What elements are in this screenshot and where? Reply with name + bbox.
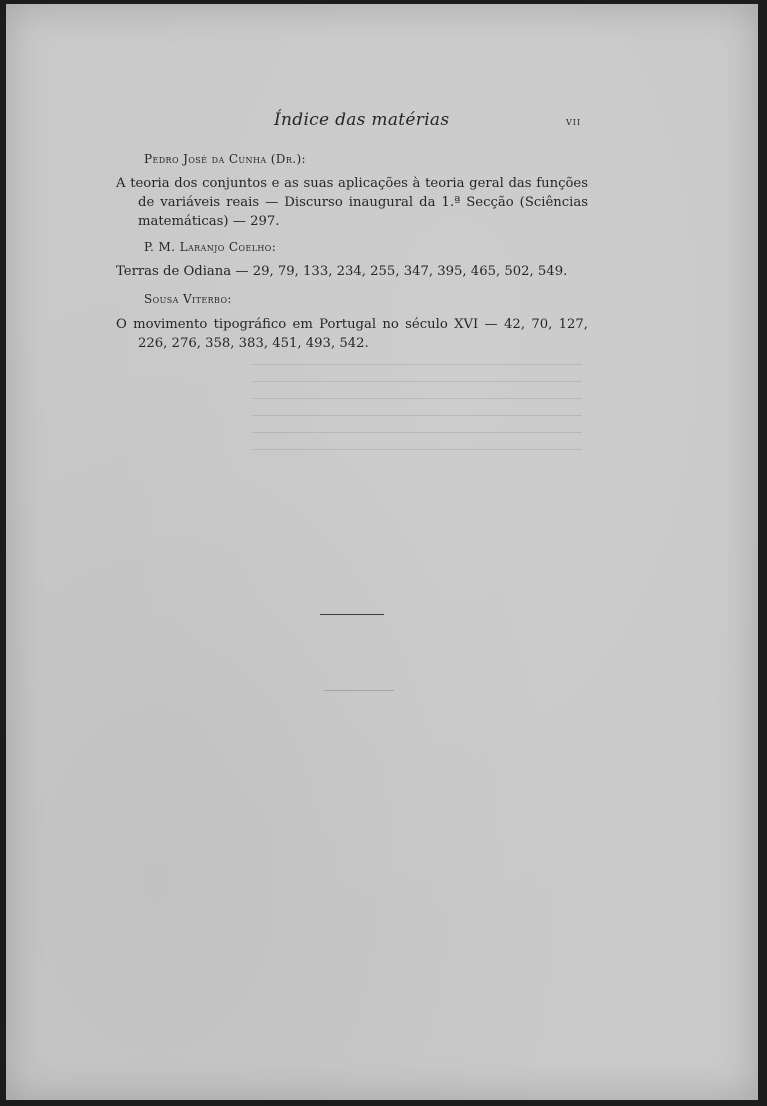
entry-title: A teoria dos conjuntos e as suas aplicações à teoria geral das funções de variáveis reais — Discurso inaugural da 1.ª Secção (Sciências matemáticas) — 297. bbox=[116, 176, 588, 229]
page bbox=[6, 4, 758, 1100]
page-header-title: Índice das matérias bbox=[274, 110, 450, 130]
page-number: vii bbox=[566, 114, 582, 128]
entry-author: P. M. Laranjo Coelho: bbox=[144, 240, 277, 254]
entry-text bbox=[116, 262, 588, 281]
entry-title: O movimento tipográfico em Portugal no século XVI — 42, 70, 127, 226, 276, 358, 383, 451, 493, 542. bbox=[116, 317, 588, 351]
faint-rule bbox=[324, 690, 394, 691]
entry-title: Terras de Odiana — 29, 79, 133, 234, 255, 347, 395, 465, 502, 549. bbox=[116, 264, 568, 279]
entry-text bbox=[116, 174, 588, 231]
show-through-text bbox=[252, 364, 582, 484]
end-rule bbox=[320, 614, 384, 615]
entry-author: Sousa Viterbo: bbox=[144, 292, 232, 306]
entry-text bbox=[116, 315, 588, 353]
entry-author: Pedro José da Cunha (Dr.): bbox=[144, 152, 306, 166]
